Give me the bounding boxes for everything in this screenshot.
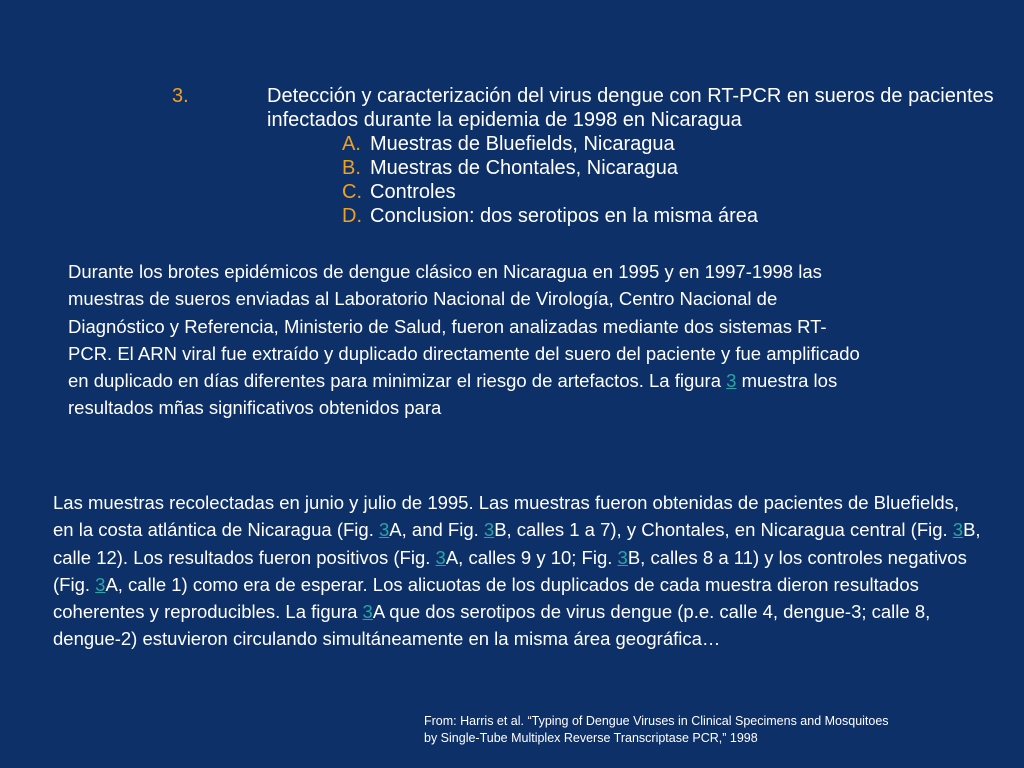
subsection-letter: A. (342, 133, 361, 155)
subsection-item-c (342, 180, 1012, 204)
citation-line: From: Harris et al. “Typing of Dengue Viruses in Clinical Specimens and Mosquitoes (424, 714, 889, 728)
figure-link[interactable]: 3 (617, 546, 628, 568)
results-text: A, calle 1) como era de esperar. Los alicuotas de los duplicados de cada muestra dieron resultados coherentes y reproducibles. La figura (53, 573, 919, 623)
section-heading (172, 84, 1012, 228)
intro-paragraph (68, 258, 868, 422)
results-text: B, calle 12). Los resultados fueron positivos (Fig. (53, 519, 981, 568)
results-text: A, and Fig. (389, 519, 484, 541)
results-text: Las muestras recolectadas en junio y julio de 1995. Las muestras fueron obtenidas de pacientes de Bluefields, en la costa atlántica de Nicaragua (Fig. (53, 492, 960, 541)
citation-line: by Single-Tube Multiplex Reverse Transcriptase PCR,” 1998 (424, 731, 758, 745)
subsection-item-b (342, 156, 1012, 180)
results-text: B, calles 1 a 7), y Chontales, en Nicaragua central (Fig. (494, 519, 953, 541)
figure-link[interactable]: 3 (362, 601, 373, 623)
figure-link[interactable]: 3 (435, 546, 446, 568)
results-text: B, calles 8 a 11) y los controles negativos (Fig. (53, 546, 967, 595)
section-title: Detección y caracterización del virus dengue con RT-PCR en sueros de pacientes infectados durante la epidemia de 1998 en Nicaragua (267, 85, 994, 131)
figure-link[interactable]: 3 (95, 573, 106, 595)
results-text: A que dos serotipos de virus dengue (p.e. calle 4, dengue-3; calle 8, dengue-2) estuvieron circulando simultáneamente en la misma área geográfica… (53, 601, 931, 650)
subsection-text: Controles (370, 181, 456, 203)
results-paragraph (53, 489, 983, 653)
subsection-text: Muestras de Chontales, Nicaragua (370, 157, 678, 179)
subsection-list (342, 132, 1012, 228)
figure-link[interactable]: 3 (952, 519, 964, 541)
intro-text: Durante los brotes epidémicos de dengue clásico en Nicaragua en 1995 y en 1997-1998 las muestras de sueros enviadas al Laboratorio Nacional de Virología, Centro Nacional de Diagnóstico y Referencia, Ministerio de Salud, fueron analizadas mediante dos sistemas RT-PCR. El ARN viral fue extraído y duplicado directamente del suero del paciente y fue amplificado en duplicado en días diferentes para minimizar el riesgo de artefactos. La figura (68, 261, 860, 392)
subsection-item-d (342, 204, 1012, 228)
section-number: 3. (172, 85, 189, 107)
figure-link[interactable]: 3 (378, 519, 390, 541)
figure-link[interactable]: 3 (726, 370, 737, 392)
subsection-item-a (342, 132, 1012, 156)
subsection-text: Muestras de Bluefields, Nicaragua (370, 133, 675, 155)
subsection-text: Conclusion: dos serotipos en la misma área (370, 205, 758, 227)
results-text: A, calles 9 y 10; Fig. (445, 546, 618, 568)
subsection-letter: B. (342, 157, 361, 179)
source-citation (424, 713, 1004, 747)
figure-link[interactable]: 3 (483, 519, 495, 541)
subsection-letter: C. (342, 181, 362, 203)
intro-text: muestra los resultados mñas significativos obtenidos para (68, 370, 838, 419)
subsection-letter: D. (342, 205, 362, 227)
